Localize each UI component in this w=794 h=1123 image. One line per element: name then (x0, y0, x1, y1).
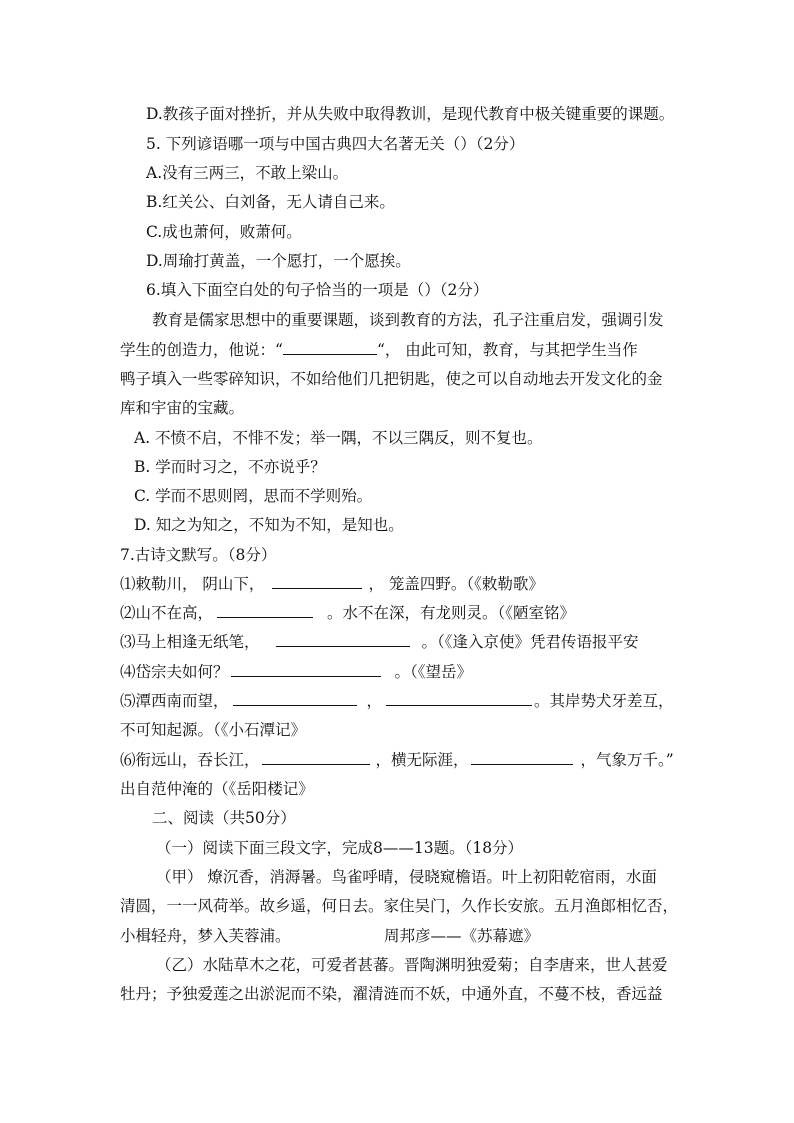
q7-item-4 (120, 662, 680, 682)
q6-passage-line-2 (120, 340, 680, 360)
section-2-subsection-1: （一）阅读下面三段文字，完成8——13题。（18分） (156, 839, 524, 857)
passage-jia-line-3: 小楫轻舟，梦入芙蓉浦。 (120, 927, 291, 945)
q6-option-d: D. 知之为知之，不知为不知，是知也。 (134, 516, 404, 534)
q7-item-6-text: ，气象万千。” (580, 751, 674, 769)
q7-item-4-text: 。（《望岳》 (394, 663, 473, 681)
passage-yi-line-1: （乙）水陆草木之花，可爱者甚蕃。晋陶渊明独爱菊；自李唐来，世人甚爱 (156, 956, 668, 974)
q6-answer-blank[interactable] (283, 340, 377, 355)
q6-stem: 6.填入下面空白处的句子恰当的一项是（）（2分） (146, 281, 489, 299)
q7-item-6-text: ⑹衔远山，吞长江， (120, 751, 260, 769)
q7-item-1 (120, 574, 680, 594)
q7-item-5-text: 。其岸势犬牙差互， (534, 692, 674, 710)
q6-option-a: A. 不愤不启，不悱不发；举一隅，不以三隅反，则不复也。 (134, 429, 543, 447)
q7-item-1-blank[interactable] (272, 574, 362, 589)
q7-item-6-continued: 出自范仲淹的（《岳阳楼记》 (120, 780, 314, 798)
q7-item-5-text: ⑸潭西南而望， (120, 692, 229, 710)
passage-jia-line-1: （甲） 燎沉香，消溽暑。鸟雀呼晴，侵晓窥檐语。叶上初阳乾宿雨，水面 (156, 868, 657, 886)
q6-passage-line-3: 鸭子填入一些零碎知识，不如给他们几把钥匙，使之可以自动地去开发文化的金 (120, 370, 663, 388)
q7-item-6-blank-1[interactable] (262, 750, 370, 765)
passage-jia-line-2: 清圆，一一风荷举。故乡遥，何日去。家住吴门，久作长安旅。五月渔郎相忆否， (120, 897, 679, 915)
section-2-title: 二、阅读（共50分） (152, 809, 296, 827)
q5-stem: 5. 下列谚语哪一项与中国古典四大名著无关（）（2分） (146, 135, 525, 153)
q7-item-3-blank[interactable] (276, 632, 410, 647)
q6-option-c: C. 学而不思则罔，思而不学则殆。 (134, 487, 373, 505)
q7-item-6-text: ，横无际涯， (375, 751, 469, 769)
q7-item-5-text: ， (366, 692, 383, 710)
q7-stem: 7.古诗文默写。（8分） (120, 546, 277, 564)
q7-item-6-blank-2[interactable] (471, 750, 573, 765)
q7-item-3 (120, 632, 680, 652)
q6-passage-text: “， 由此可知，教育，与其把学生当作 (376, 341, 638, 359)
q6-passage-text: 学生的创造力，他说：“ (120, 341, 283, 359)
q7-item-5 (120, 691, 680, 711)
q7-item-2-text: 。水不在深，有龙则灵。（《陋室铭》 (327, 604, 576, 622)
q7-item-5-continued: 不可知起源。（《小石潭记》 (120, 721, 307, 739)
q6-passage-line-4: 库和宇宙的宝藏。 (120, 399, 245, 417)
q7-item-1-text: ⑴敕勒川， 阴山下， (120, 575, 265, 593)
q7-item-2-text: ⑵山不在高， (120, 604, 214, 622)
passage-yi-line-2: 牡丹；予独爱莲之出淤泥而不染，濯清涟而不妖，中通外直，不蔓不枝，香远益 (120, 985, 663, 1003)
q6-option-b: B. 学而时习之，不亦说乎？ (134, 458, 326, 476)
q5-option-c: C.成也萧何，败萧何。 (146, 223, 302, 241)
q7-item-5-blank-2[interactable] (386, 691, 532, 706)
q7-item-4-blank[interactable] (231, 662, 381, 677)
q4-option-d: D.教孩子面对挫折，并从失败中取得教训，是现代教育中极关键重要的课题。 (146, 105, 675, 123)
q7-item-3-text: 。（《逢入京使》凭君传语报平安 (421, 633, 639, 651)
q7-item-2 (120, 603, 680, 623)
q7-item-3-text: ⑶马上相逢无纸笔， (120, 633, 260, 651)
q7-item-5-blank-1[interactable] (233, 691, 357, 706)
q5-option-d: D.周瑜打黄盖，一个愿打，一个愿挨。 (146, 252, 411, 270)
q7-item-6 (120, 750, 680, 770)
q7-item-1-text: ， 笼盖四野。（《敕勒歌》 (368, 575, 544, 593)
q6-passage-line-1: 教育是儒家思想中的重要课题，谈到教育的方法，孔子注重启发，强调引发 (152, 311, 664, 329)
q7-item-4-text: ⑷岱宗夫如何？ (120, 663, 229, 681)
q7-item-2-blank[interactable] (217, 603, 313, 618)
passage-jia-author: 周邦彦——《苏幕遮》 (384, 927, 540, 945)
q5-option-a: A.没有三两三，不敢上梁山。 (146, 164, 349, 182)
q5-option-b: B.红关公、白刘备，无人请自己来。 (146, 193, 395, 211)
